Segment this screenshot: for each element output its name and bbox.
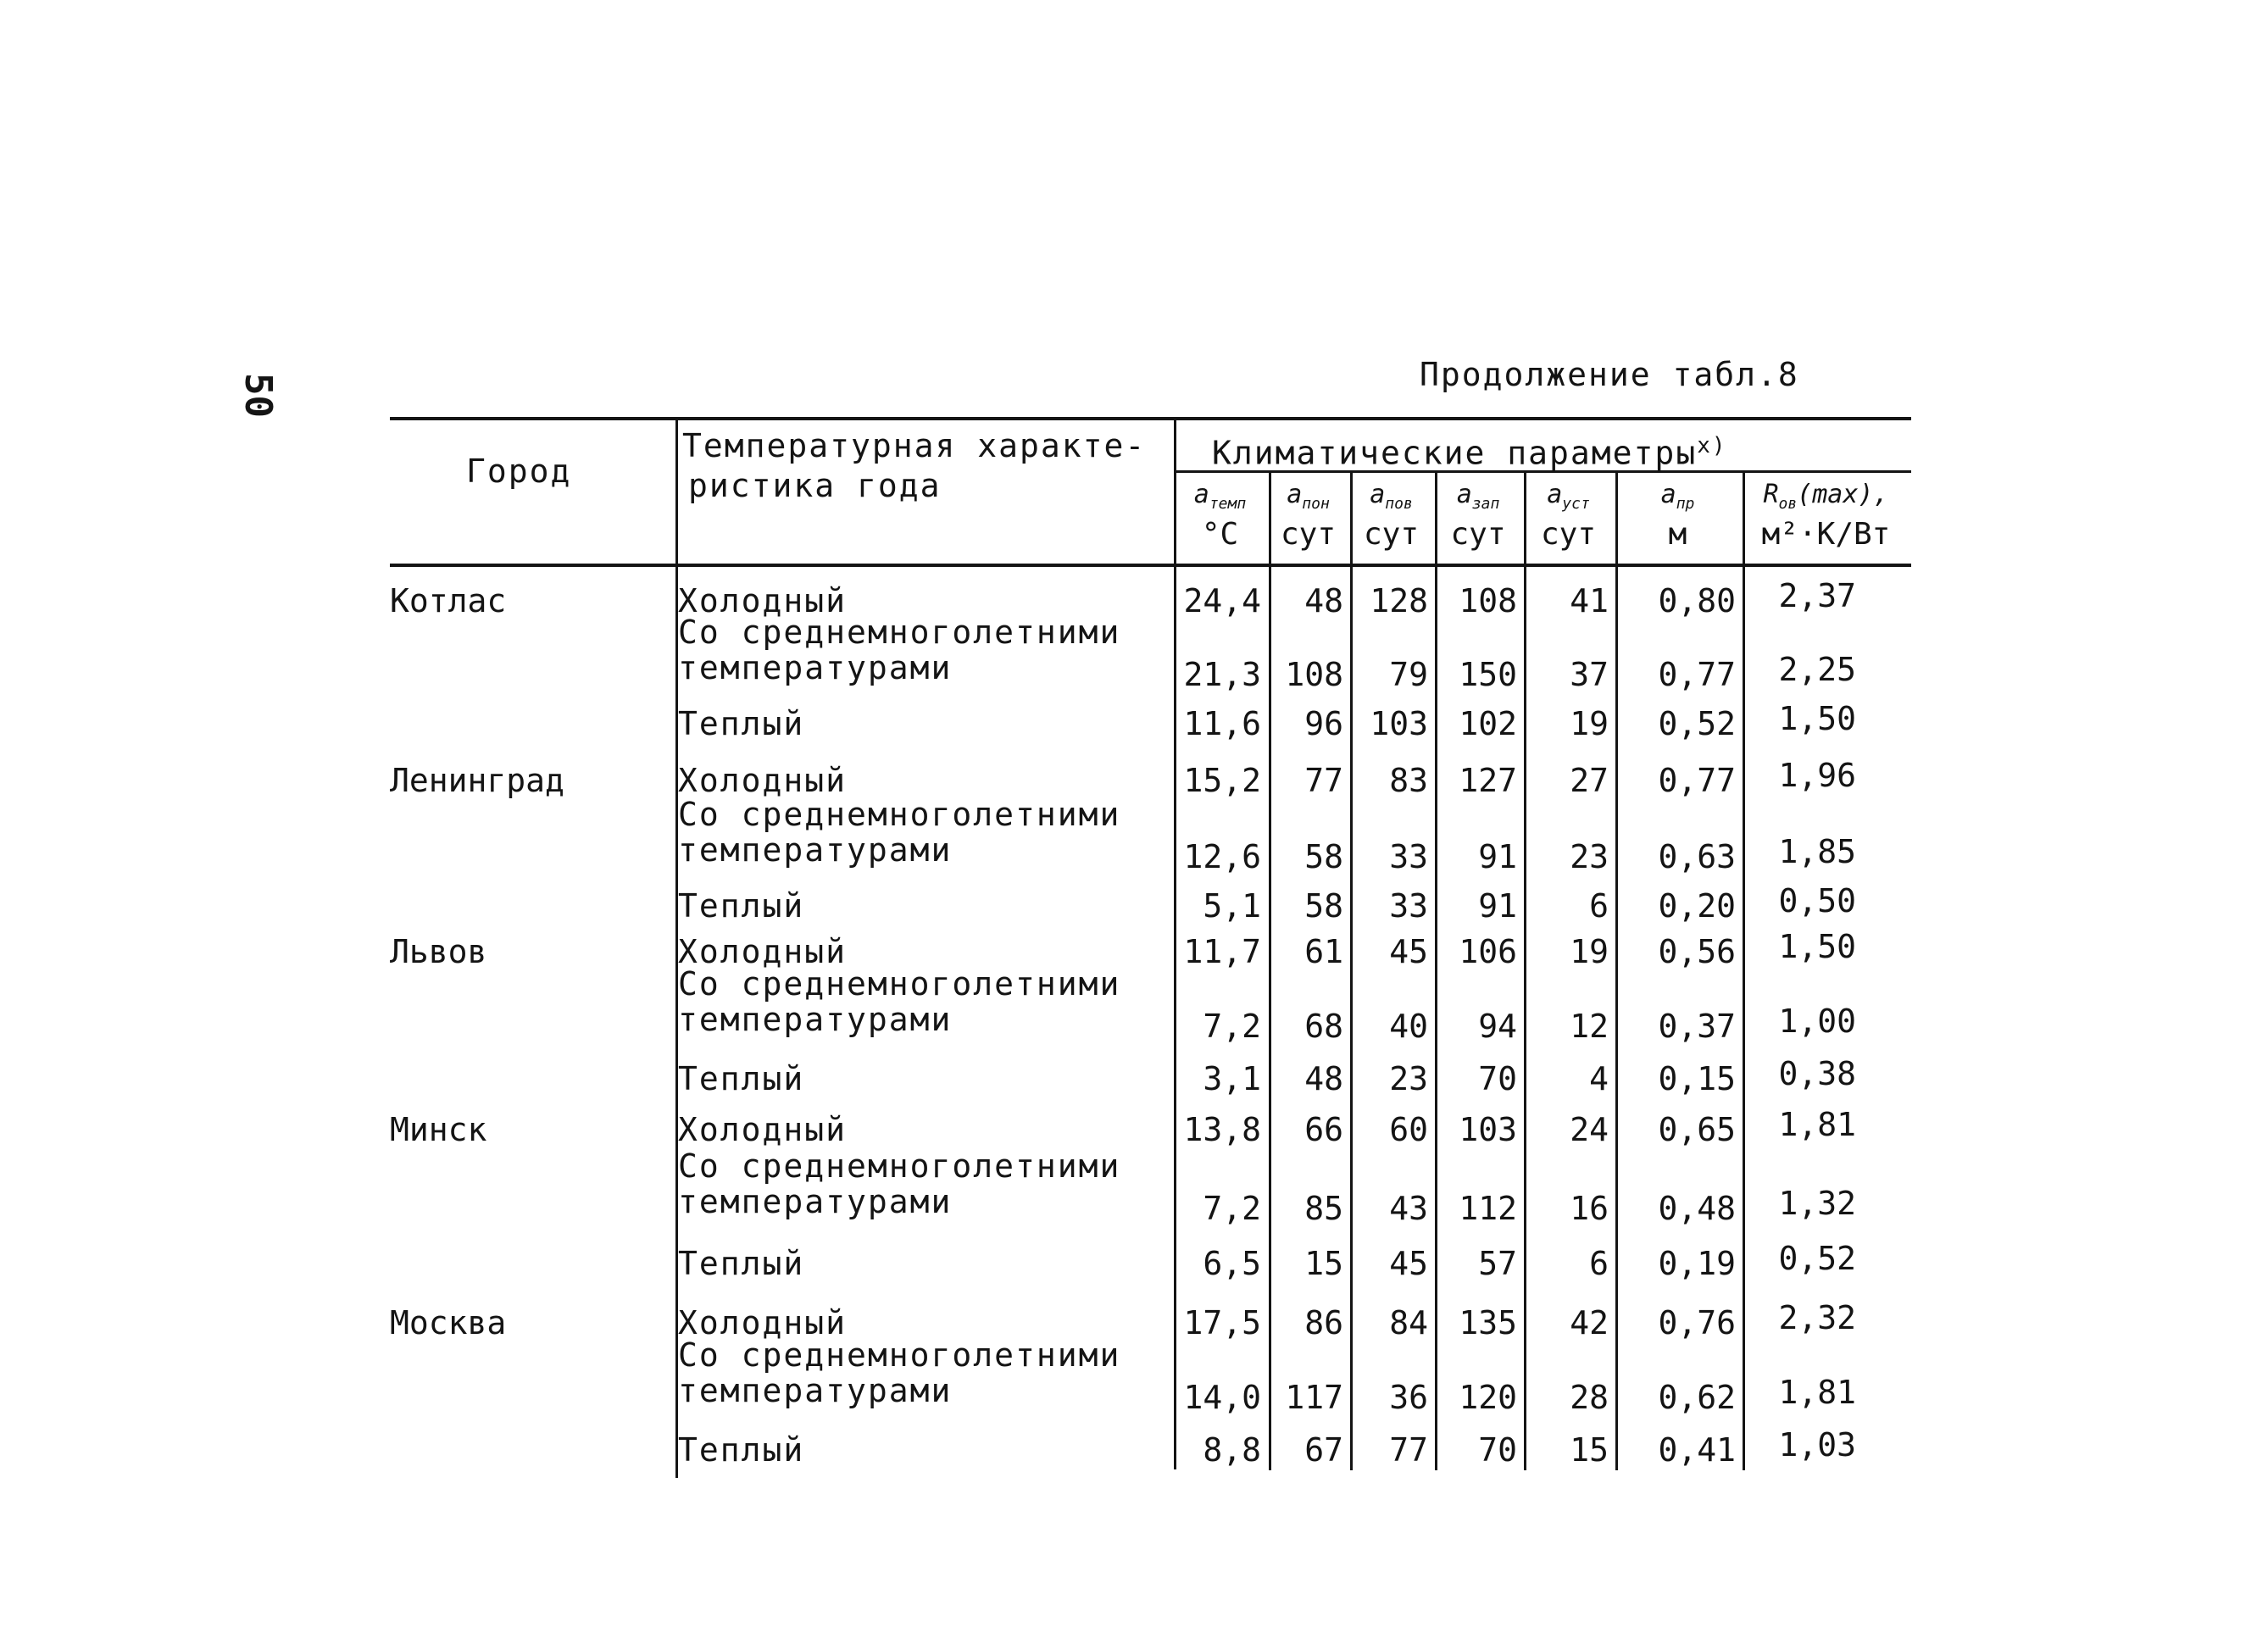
cell-rov: 1,81 [1778, 1374, 1856, 1411]
cell-pov: 33 [1389, 887, 1428, 925]
colhead-symbol [1437, 481, 1519, 518]
cell-rov: 0,38 [1778, 1055, 1856, 1092]
row-city: Москва [390, 1304, 507, 1341]
cell-ust: 41 [1570, 582, 1609, 619]
cell-ust: 23 [1570, 838, 1609, 875]
colhead-unit: сут [1280, 517, 1337, 552]
cell-pov: 79 [1389, 656, 1428, 693]
colhead-subscript: пов [1385, 495, 1413, 513]
cell-zap: 91 [1478, 838, 1517, 875]
cell-rov: 1,32 [1778, 1185, 1856, 1222]
cell-zap: 102 [1459, 705, 1517, 742]
colhead-symbol [1745, 481, 1907, 518]
cell-ust: 4 [1589, 1060, 1609, 1097]
row-temp-type [678, 797, 1120, 868]
colhead-symbol [1271, 481, 1345, 518]
cell-pov: 77 [1389, 1431, 1428, 1469]
row-temp-type-line1: Со среднемноголетними [678, 965, 1121, 1003]
colhead-unit: сут [1540, 517, 1597, 552]
cell-temp: 21,3 [1183, 656, 1261, 693]
cell-pon: 15 [1304, 1245, 1343, 1282]
table-top-rule [390, 417, 1911, 420]
colhead-symbol-letter: a [1287, 480, 1303, 509]
row-temp-type-line2: температурами [678, 1183, 953, 1220]
cell-pr: 0,41 [1658, 1431, 1736, 1469]
cell-zap: 103 [1459, 1111, 1517, 1148]
row-city: Ленинград [390, 762, 564, 799]
cell-pon: 58 [1304, 887, 1343, 925]
cell-ust: 6 [1589, 1245, 1609, 1282]
cell-ust: 12 [1570, 1008, 1609, 1045]
colhead-unit: сут [1450, 517, 1506, 552]
cell-pon: 86 [1304, 1304, 1343, 1341]
row-temp-type-line1: Со среднемноголетними [678, 1147, 1121, 1185]
cell-pov: 45 [1389, 933, 1428, 970]
cell-pov: 23 [1389, 1060, 1428, 1097]
cell-pov: 83 [1389, 762, 1428, 799]
colhead-pr [1618, 481, 1737, 552]
cell-pr: 0,20 [1658, 887, 1736, 925]
colhead-symbol-letter: a [1456, 480, 1472, 509]
cell-temp: 15,2 [1183, 762, 1261, 799]
colhead-pon [1271, 481, 1345, 552]
row-temp-type-line2: температурами [678, 1001, 953, 1038]
cell-pov: 84 [1389, 1304, 1428, 1341]
header-year-char-1: Температурная характе- [682, 427, 1147, 464]
cell-temp: 8,8 [1203, 1431, 1261, 1469]
cell-pr: 0,65 [1658, 1111, 1736, 1148]
cell-ust: 16 [1570, 1190, 1609, 1227]
colhead-unit: сут [1363, 517, 1420, 552]
colhead-unit: °C [1201, 517, 1239, 552]
cell-zap: 94 [1478, 1008, 1517, 1045]
cell-pon: 117 [1285, 1379, 1343, 1416]
header-climate-params [1212, 428, 1727, 471]
cell-temp: 11,7 [1183, 933, 1261, 970]
cell-pov: 36 [1389, 1379, 1428, 1416]
colhead-unit: м²·К/Вт [1761, 517, 1891, 552]
cell-pov: 43 [1389, 1190, 1428, 1227]
cell-pon: 48 [1304, 582, 1343, 619]
colhead-symbol [1177, 481, 1263, 518]
cell-ust: 24 [1570, 1111, 1609, 1148]
climate-params-label: Климатические параметры [1212, 434, 1698, 472]
cell-zap: 112 [1459, 1190, 1517, 1227]
colhead-pov [1353, 481, 1430, 552]
cell-pon: 66 [1304, 1111, 1343, 1148]
cell-zap: 57 [1478, 1245, 1517, 1282]
cell-temp: 6,5 [1203, 1245, 1261, 1282]
cell-temp: 5,1 [1203, 887, 1261, 925]
row-temp-type [678, 1337, 1120, 1408]
header-city: Город [466, 453, 572, 490]
cell-pon: 96 [1304, 705, 1343, 742]
cell-rov: 0,50 [1778, 882, 1856, 919]
cell-pon: 48 [1304, 1060, 1343, 1097]
cell-pon: 85 [1304, 1190, 1343, 1227]
colhead-symbol-letter: R [1763, 480, 1779, 509]
colhead-symbol-letter: a [1193, 480, 1209, 509]
cell-temp: 13,8 [1183, 1111, 1261, 1148]
cell-ust: 27 [1570, 762, 1609, 799]
cell-pon: 108 [1285, 656, 1343, 693]
row-temp-type: Теплый [678, 705, 805, 742]
row-city: Котлас [390, 582, 507, 619]
climate-params-footnote: x) [1697, 433, 1727, 458]
cell-rov: 2,32 [1778, 1299, 1856, 1336]
cell-zap: 70 [1478, 1060, 1517, 1097]
row-temp-type-line2: температурами [678, 649, 953, 686]
cell-temp: 12,6 [1183, 838, 1261, 875]
colhead-temp [1177, 481, 1263, 552]
row-temp-type: Холодный [678, 582, 848, 619]
colhead-symbol-letter: a [1547, 480, 1563, 509]
cell-pov: 60 [1389, 1111, 1428, 1148]
colhead-subscript: пон [1302, 495, 1330, 513]
cell-zap: 108 [1459, 582, 1517, 619]
cell-pr: 0,63 [1658, 838, 1736, 875]
colhead-zap [1437, 481, 1519, 552]
row-city: Львов [390, 933, 487, 970]
cell-rov: 1,50 [1778, 700, 1856, 737]
cell-temp: 7,2 [1203, 1190, 1261, 1227]
cell-zap: 70 [1478, 1431, 1517, 1469]
colhead-subscript: ов [1778, 495, 1798, 513]
cell-temp: 24,4 [1183, 582, 1261, 619]
page-number: 50 [236, 373, 280, 418]
colhead-symbol [1353, 481, 1430, 518]
row-temp-type: Холодный [678, 933, 848, 970]
cell-rov: 1,96 [1778, 757, 1856, 794]
cell-rov: 1,81 [1778, 1106, 1856, 1143]
row-temp-type-line1: Со среднемноголетними [678, 796, 1121, 833]
cell-pon: 58 [1304, 838, 1343, 875]
cell-pr: 0,80 [1658, 582, 1736, 619]
row-temp-type-line2: температурами [678, 831, 953, 869]
cell-pov: 33 [1389, 838, 1428, 875]
cell-ust: 19 [1570, 705, 1609, 742]
cell-ust: 42 [1570, 1304, 1609, 1341]
cell-ust: 37 [1570, 656, 1609, 693]
row-temp-type: Теплый [678, 1060, 805, 1097]
colhead-ust [1526, 481, 1610, 552]
row-temp-type: Теплый [678, 1431, 805, 1469]
cell-rov: 1,85 [1778, 833, 1856, 870]
cell-temp: 14,0 [1183, 1379, 1261, 1416]
colhead-symbol [1618, 481, 1737, 518]
cell-zap: 127 [1459, 762, 1517, 799]
colhead-subscript: уст [1562, 495, 1590, 513]
cell-ust: 19 [1570, 933, 1609, 970]
row-temp-type: Холодный [678, 1304, 848, 1341]
row-temp-type: Теплый [678, 1245, 805, 1282]
cell-pr: 0,15 [1658, 1060, 1736, 1097]
colhead-unit: м [1668, 517, 1687, 552]
row-temp-type [678, 966, 1120, 1037]
cell-zap: 120 [1459, 1379, 1517, 1416]
cell-rov: 1,50 [1778, 928, 1856, 965]
colhead-symbol-letter: a [1660, 480, 1676, 509]
cell-pon: 67 [1304, 1431, 1343, 1469]
cell-pov: 128 [1370, 582, 1428, 619]
cell-temp: 11,6 [1183, 705, 1261, 742]
row-temp-type [678, 614, 1120, 686]
cell-zap: 106 [1459, 933, 1517, 970]
cell-pr: 0,19 [1658, 1245, 1736, 1282]
cell-ust: 28 [1570, 1379, 1609, 1416]
colhead-subscript: пр [1676, 495, 1695, 513]
cell-pr: 0,76 [1658, 1304, 1736, 1341]
cell-pov: 45 [1389, 1245, 1428, 1282]
cell-temp: 3,1 [1203, 1060, 1261, 1097]
colhead-subscript: темп [1209, 495, 1247, 513]
colhead-rov [1745, 481, 1907, 552]
cell-pr: 0,56 [1658, 933, 1736, 970]
cell-ust: 15 [1570, 1431, 1609, 1469]
cell-rov: 2,25 [1778, 651, 1856, 688]
colhead-symbol [1526, 481, 1610, 518]
cell-temp: 7,2 [1203, 1008, 1261, 1045]
cell-pr: 0,62 [1658, 1379, 1736, 1416]
row-temp-type-line2: температурами [678, 1372, 953, 1409]
cell-pon: 77 [1304, 762, 1343, 799]
cell-pr: 0,37 [1658, 1008, 1736, 1045]
colhead-symbol-letter: a [1370, 480, 1386, 509]
row-temp-type-line1: Со среднемноголетними [678, 1336, 1121, 1374]
colhead-extra: (max), [1797, 480, 1889, 509]
row-temp-type-line1: Со среднемноголетними [678, 614, 1121, 651]
cell-zap: 91 [1478, 887, 1517, 925]
cell-pr: 0,48 [1658, 1190, 1736, 1227]
row-city: Минск [390, 1111, 487, 1148]
cell-zap: 135 [1459, 1304, 1517, 1341]
header-year-char-2: ристика года [688, 467, 942, 504]
header-bottom-rule [390, 564, 1911, 567]
cell-temp: 17,5 [1183, 1304, 1261, 1341]
cell-pr: 0,52 [1658, 705, 1736, 742]
row-temp-type: Теплый [678, 887, 805, 925]
cell-pov: 40 [1389, 1008, 1428, 1045]
cell-pr: 0,77 [1658, 762, 1736, 799]
cell-rov: 1,03 [1778, 1426, 1856, 1464]
colhead-subscript: зап [1471, 495, 1500, 513]
cell-rov: 1,00 [1778, 1003, 1856, 1040]
row-temp-type: Холодный [678, 762, 848, 799]
cell-ust: 6 [1589, 887, 1609, 925]
col-divider-type [1174, 419, 1176, 1469]
cell-zap: 150 [1459, 656, 1517, 693]
cell-rov: 0,52 [1778, 1240, 1856, 1277]
cell-pov: 103 [1370, 705, 1428, 742]
table-caption: Продолжение табл.8 [1420, 356, 1799, 393]
cell-rov: 2,37 [1778, 577, 1856, 614]
cell-pon: 61 [1304, 933, 1343, 970]
cell-pon: 68 [1304, 1008, 1343, 1045]
row-temp-type: Холодный [678, 1111, 848, 1148]
cell-pr: 0,77 [1658, 656, 1736, 693]
row-temp-type [678, 1148, 1120, 1219]
